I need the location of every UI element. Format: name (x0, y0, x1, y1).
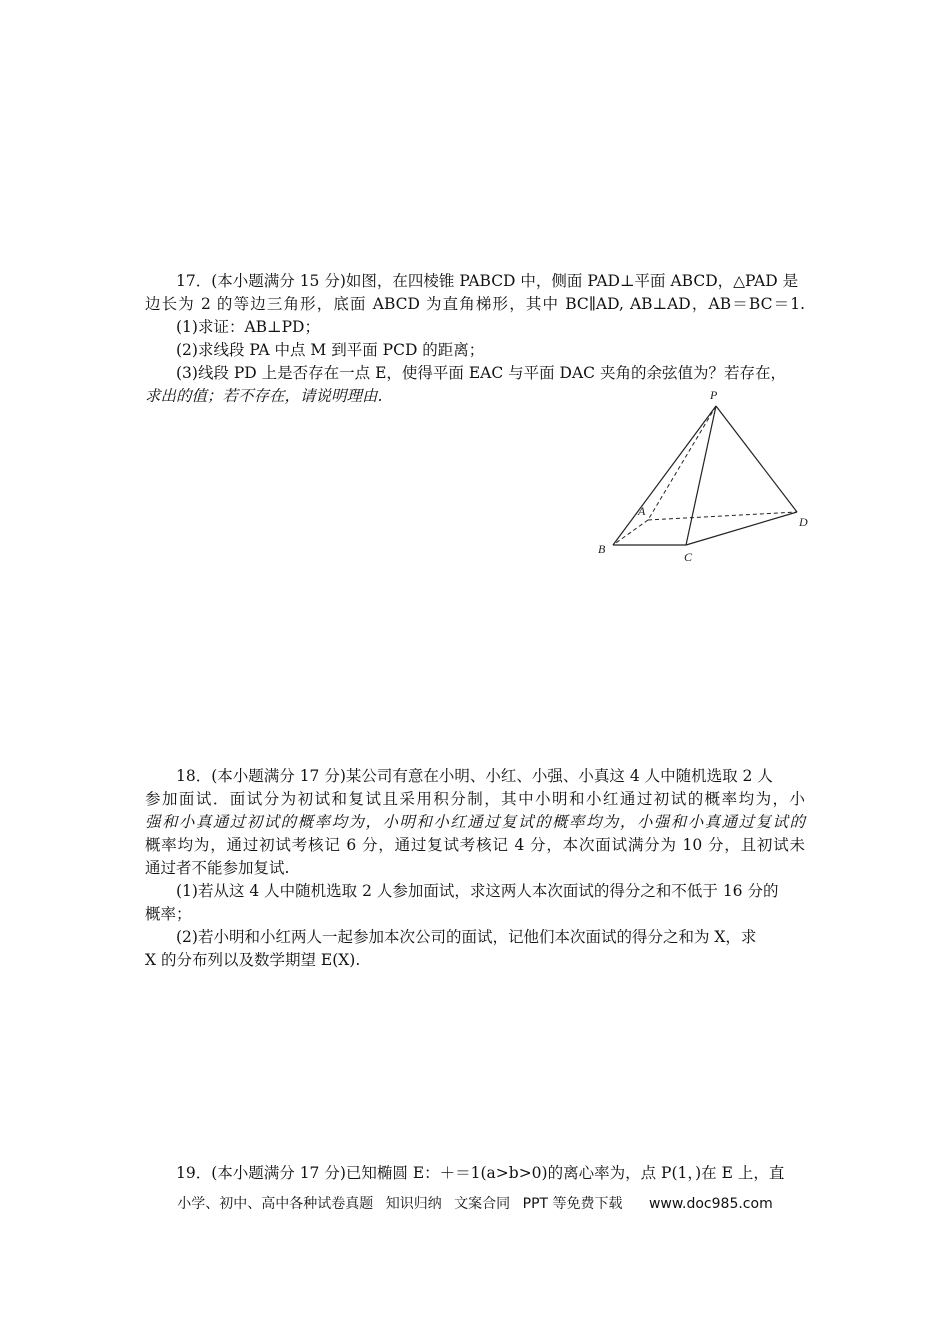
q17-part-3b: 求出的值；若不存在，请说明理由. (145, 387, 383, 405)
label-B: B (598, 542, 606, 556)
q18-part-2a: (2)若小明和小红两人一起参加本次公司的面试，记他们本次面试的得分之和为 X，求 (176, 928, 757, 946)
edge-AB (613, 520, 648, 545)
q17-part-1: (1)求证：AB⊥PD； (176, 318, 320, 336)
label-A: A (638, 504, 646, 518)
page-footer (0, 1193, 950, 1213)
footer-text-3: 文案合同 (454, 1196, 511, 1212)
label-P: P (710, 388, 718, 402)
q18-line-4: 概率均为，通过初试考核记 6 分，通过复试考核记 4 分，本次面试满分为 10 分，且初试未 (145, 836, 805, 854)
q17-line-1: 17．(本小题满分 15 分)如图，在四棱锥 PABCD 中，侧面 PAD⊥平面 ABCD，△PAD 是 (176, 272, 799, 290)
footer-text-4: PPT 等免费下载 (522, 1196, 623, 1212)
q18-line-3: 强和小真通过初试的概率均为，小明和小红通过复试的概率均为，小强和小真通过复试的 (145, 813, 805, 831)
label-D: D (799, 515, 808, 529)
q18-line-1: 18．(本小题满分 17 分)某公司有意在小明、小红、小强、小真这 4 人中随机选取 2 人 (176, 767, 773, 785)
q17-line-2: 边长为 2 的等边三角形，底面 ABCD 为直角梯形，其中 BC∥AD, AB⊥AD，AB＝BC＝1. (145, 295, 805, 313)
q18-part-1a: (1)若从这 4 人中随机选取 2 人参加面试，求这两人本次面试的得分之和不低于 16 分的 (176, 882, 779, 900)
footer-text-1: 小学、初中、高中各种试卷真题 (177, 1196, 374, 1212)
edge-CD (686, 512, 797, 545)
q18-line-5: 通过者不能参加复试. (145, 859, 290, 877)
pyramid-figure (590, 385, 820, 565)
q18-part-2b: X 的分布列以及数学期望 E(X). (145, 951, 361, 969)
edge-PA (648, 406, 716, 520)
edge-PD (716, 406, 797, 512)
footer-text-2: 知识归纳 (385, 1196, 442, 1212)
label-C: C (684, 550, 693, 564)
q17-part-3a: (3)线段 PD 上是否存在一点 E，使得平面 EAC 与平面 DAC 夹角的余弦值为？若存在， (176, 364, 786, 382)
q18-line-2: 参加面试．面试分为初试和复试且采用积分制，其中小明和小红通过初试的概率均为，小 (145, 790, 805, 808)
footer-url-link[interactable]: www.doc985.com (648, 1196, 773, 1212)
q18-part-1b: 概率； (145, 905, 192, 923)
q17-part-2: (2)求线段 PA 中点 M 到平面 PCD 的距离； (176, 341, 485, 359)
q19-line-1: 19．(本小题满分 17 分)已知椭圆 E：＋＝1(a>b>0)的离心率为，点 P(1，)在 E 上，直 (176, 1164, 785, 1182)
